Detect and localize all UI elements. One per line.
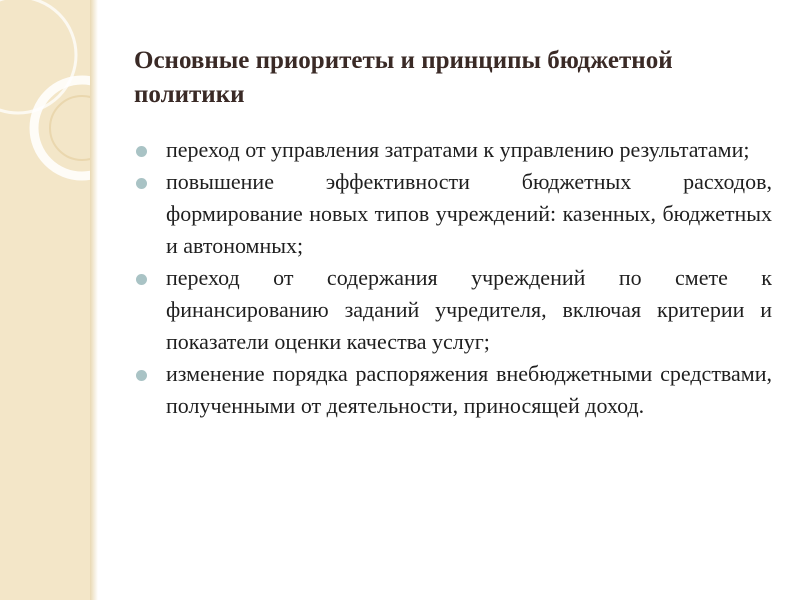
bullet-item bbox=[132, 262, 772, 358]
bullet-text: изменение порядка распоряжения внебюджетными средствами, полученными от деятельности, приносящей доход. bbox=[166, 361, 772, 418]
bullet-list bbox=[132, 134, 772, 422]
bullet-dot-icon bbox=[136, 370, 147, 381]
bullet-dot-icon bbox=[136, 178, 147, 189]
bullet-dot-icon bbox=[136, 146, 147, 157]
bullet-text: переход от управления затратами к управлению результатами; bbox=[166, 137, 750, 162]
bullet-text: переход от содержания учреждений по смете к финансированию заданий учредителя, включая критерии и показатели оценки качества услуг; bbox=[166, 265, 772, 354]
bullet-dot-icon bbox=[136, 274, 147, 285]
decorative-side-panel bbox=[0, 0, 90, 600]
ring-middle-inner bbox=[50, 96, 90, 160]
bullet-text: повышение эффективности бюджетных расходов, формирование новых типов учреждений: казенных, бюджетных и автономных; bbox=[166, 169, 772, 258]
decorative-rings bbox=[0, 0, 90, 600]
bullet-item bbox=[132, 358, 772, 422]
slide-title: Основные приоритеты и принципы бюджетной политики bbox=[134, 47, 673, 108]
side-panel-edge bbox=[90, 0, 98, 600]
bullet-item bbox=[132, 134, 772, 166]
bullet-item bbox=[132, 166, 772, 262]
ring-top bbox=[0, 0, 76, 113]
